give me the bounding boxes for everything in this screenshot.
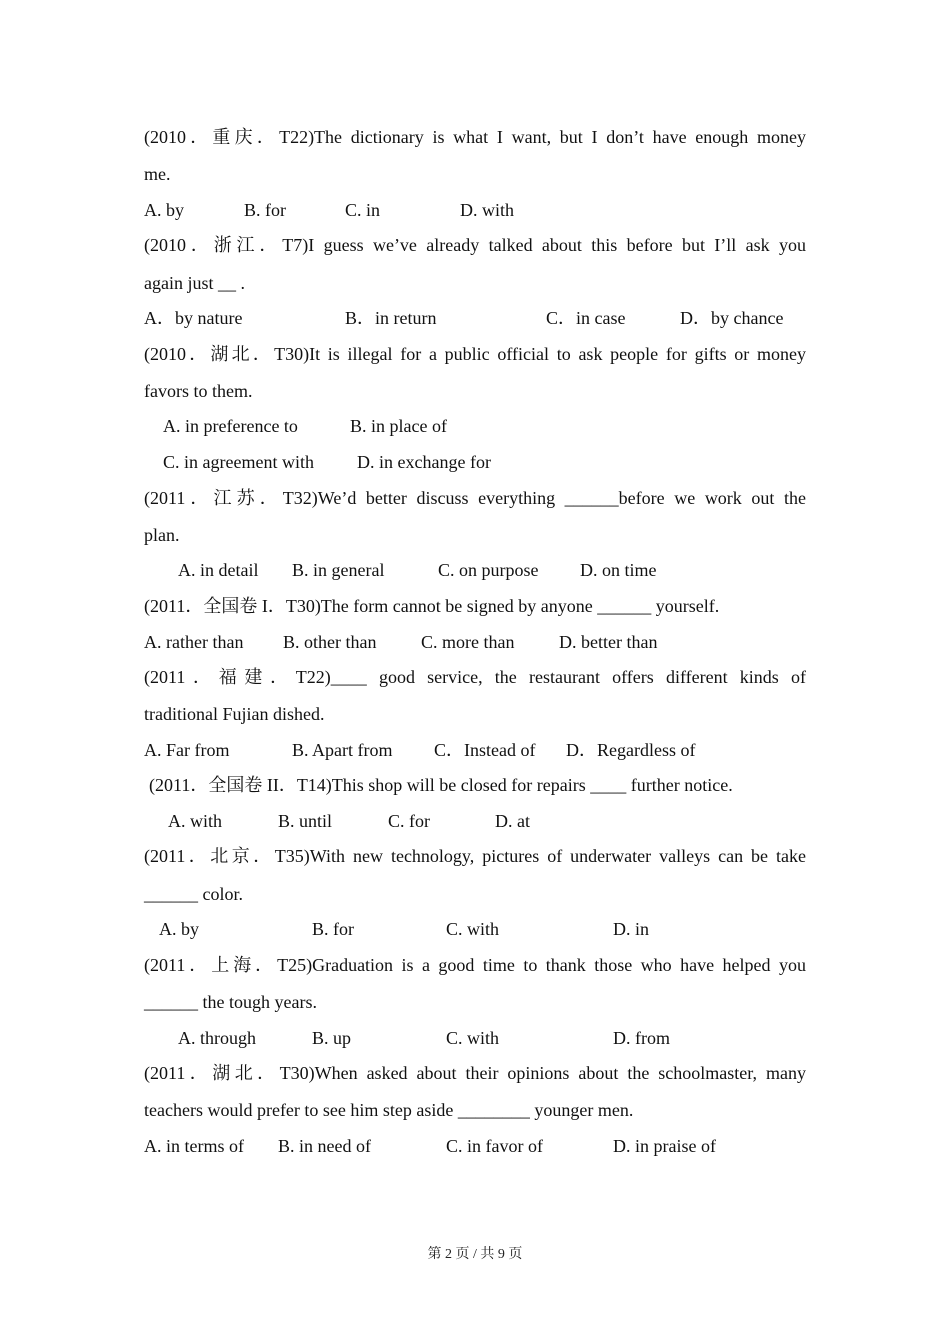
question-stem: (2011．全国卷 I．T30)The form cannot be signed by anyone ______ yourself. [144, 596, 720, 616]
option-b: B. up [312, 1028, 352, 1048]
option-a: A. in detail [178, 560, 259, 580]
option-a: A. by [144, 200, 184, 220]
question-stem: (2011．全国卷 II．T14)This shop will be closed for repairs ____ further notice. [149, 775, 733, 795]
option-d: D．Regardless of [566, 740, 696, 760]
option-b: B. in general [292, 560, 385, 580]
question-stem-continued: ______ the tough years. [144, 992, 317, 1012]
option-b: B．in return [345, 308, 437, 328]
question-stem: (2011．江苏．T32)We’d better discuss everything ______before we work out the [144, 488, 806, 508]
option-b: B. in need of [278, 1136, 371, 1156]
option-c: C. for [388, 811, 430, 831]
page-number-footer: 第 2 页 / 共 9 页 [427, 1247, 523, 1262]
option-c: C．in case [546, 308, 626, 328]
option-c: C. in [345, 200, 381, 220]
option-c: C. on purpose [438, 560, 539, 580]
option-a: A. in preference to [163, 416, 298, 436]
question-stem: (2010．浙江．T7)I guess we’ve already talked about this before but I’ll ask you [144, 235, 806, 255]
option-b: B. Apart from [292, 740, 393, 760]
question-stem: (2011．北京．T35)With new technology, pictures of underwater valleys can be take [144, 846, 806, 866]
option-a: A. through [178, 1028, 256, 1048]
question-stem: (2011．湖北．T30)When asked about their opinions about the schoolmaster, many [144, 1063, 806, 1083]
question-stem-continued: me. [144, 164, 171, 184]
option-c: C. in favor of [446, 1136, 543, 1156]
option-d: D. in exchange for [357, 452, 491, 472]
question-stem-continued: plan. [144, 525, 180, 545]
option-a: A. with [168, 811, 222, 831]
option-d: D. on time [580, 560, 657, 580]
option-a: A. rather than [144, 632, 244, 652]
question-stem-continued: teachers would prefer to see him step aside ________ younger men. [144, 1100, 634, 1120]
question-stem-continued: ______ color. [144, 884, 243, 904]
option-d: D. in praise of [613, 1136, 716, 1156]
option-a: A. in terms of [144, 1136, 244, 1156]
option-c: C. with [446, 919, 500, 939]
question-stem-continued: favors to them. [144, 381, 253, 401]
option-d: D. at [495, 811, 530, 831]
option-b: B. in place of [350, 416, 447, 436]
option-b: B. other than [283, 632, 377, 652]
option-d: D. better than [559, 632, 658, 652]
question-stem: (2011．福建．T22)____ good service, the restaurant offers different kinds of [144, 667, 806, 687]
option-a: A. Far from [144, 740, 230, 760]
option-d: D. in [613, 919, 649, 939]
option-c: C. with [446, 1028, 500, 1048]
option-c: C．Instead of [434, 740, 536, 760]
question-stem-continued: traditional Fujian dished. [144, 704, 325, 724]
option-b: B. for [312, 919, 354, 939]
question-stem: (2010．重庆．T22)The dictionary is what I want, but I don’t have enough money [144, 127, 806, 147]
question-stem: (2011．上海．T25)Graduation is a good time to thank those who have helped you [144, 955, 806, 975]
option-b: B. for [244, 200, 286, 220]
option-d: D. from [613, 1028, 670, 1048]
option-a: A．by nature [144, 308, 243, 328]
option-c: C. in agreement with [163, 452, 314, 472]
option-b: B. until [278, 811, 333, 831]
option-d: D. with [460, 200, 514, 220]
option-a: A. by [159, 919, 199, 939]
question-stem-continued: again just __ . [144, 273, 245, 293]
option-d: D．by chance [680, 308, 784, 328]
question-stem: (2010．湖北．T30)It is illegal for a public official to ask people for gifts or money [144, 344, 806, 364]
option-c: C. more than [421, 632, 515, 652]
